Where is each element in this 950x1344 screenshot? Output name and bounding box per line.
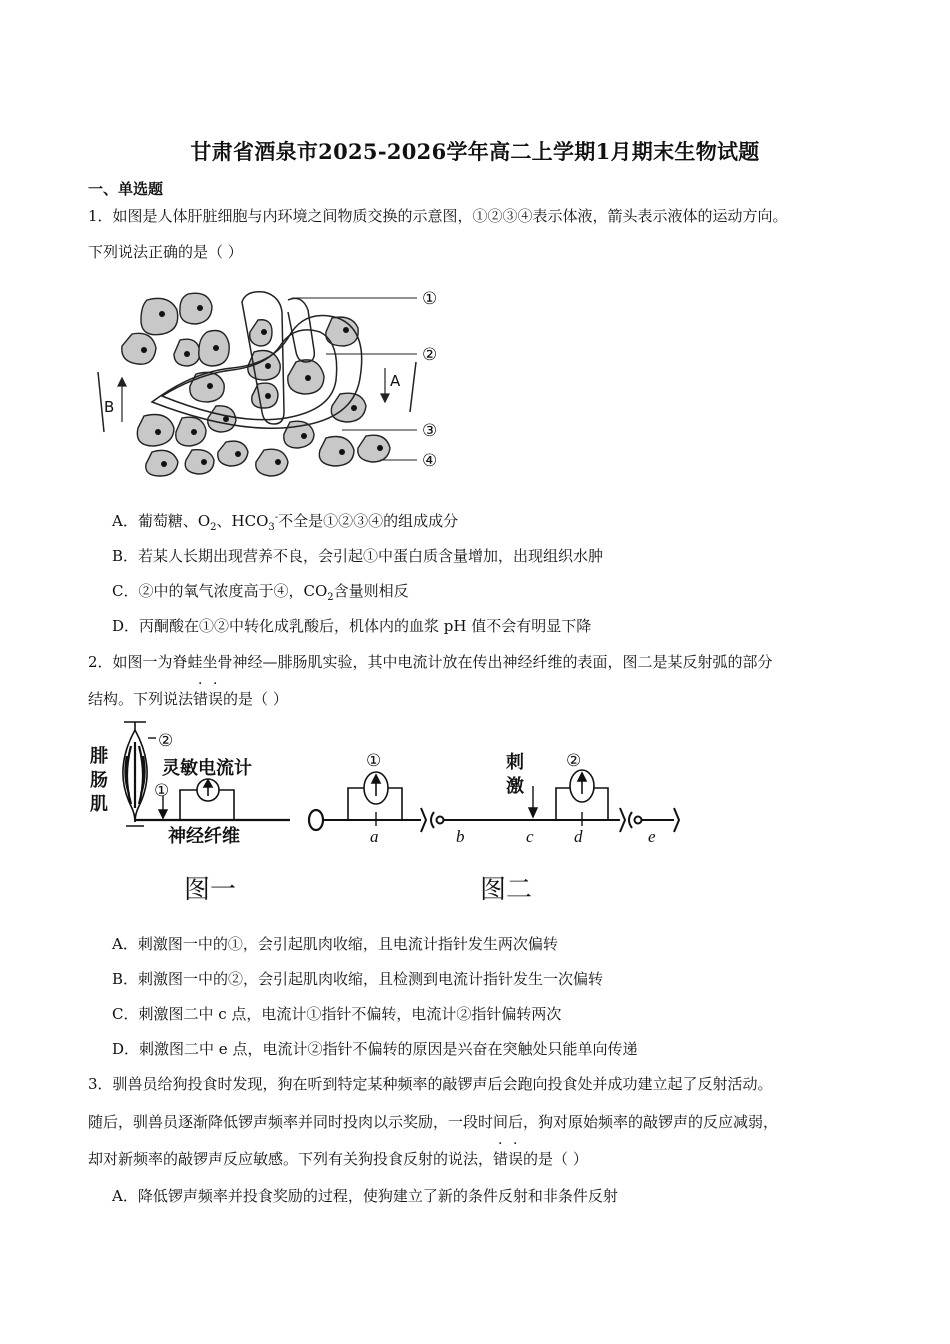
fig2-point-d: d (574, 827, 583, 846)
q1-liver-cell-diagram (92, 282, 452, 482)
tissue-cell (331, 393, 366, 422)
q3-option-a: A．降低锣声频率并投食奖励的过程，使狗建立了新的条件反射和非条件反射 (112, 1187, 618, 1205)
label-4: ④ (422, 451, 438, 471)
q1-option-a: A．葡萄糖、$O_2$、$HCO_3^-$不全是①②③④的组成成分 (112, 512, 459, 533)
fig2-point-c: c (526, 827, 534, 846)
label-3: ③ (422, 421, 438, 441)
tissue-cell (218, 441, 248, 466)
label-B: B (104, 398, 115, 416)
fig1-caption: 图一 (184, 875, 237, 905)
fig2-meter-1 (348, 772, 402, 820)
q2-option-a: A．刺激图一中的①，会引起肌肉收缩，且电流计指针发生两次偏转 (112, 935, 558, 953)
tissue-cell (141, 298, 178, 334)
label-A: A (390, 372, 401, 390)
fig1-muscle (123, 722, 147, 826)
fig1-mark-2: ② (158, 731, 174, 751)
fig1-meter-label: 灵敏电流计 (162, 758, 252, 779)
q1-option-b: B．若某人长期出现营养不良，会引起①中蛋白质含量增加，出现组织水肿 (112, 547, 604, 565)
fig2-meter-1-label: ① (366, 751, 382, 771)
q1-stem-line2: 下列说法正确的是（ ） (88, 243, 243, 261)
q2-stem-line2: 结构。下列说法错误的是（ ） (88, 690, 288, 708)
fig1-muscle-char-1: 腓 (90, 746, 108, 767)
q2-stem-line1: 2．如图一为脊蛙坐骨神经—腓肠肌实验，其中电流计放在传出神经纤维的表面，图二是某反射弧的部分 (88, 653, 773, 671)
tissue-cell (176, 417, 206, 446)
tissue-cell (122, 333, 156, 364)
tissue-cell (256, 449, 288, 476)
tissue-cell (319, 437, 354, 467)
fig2-stim-char-2: 激 (506, 776, 524, 797)
q1-option-c: C．②中的氧气浓度高于④，$CO_2$含量则相反 (112, 582, 409, 603)
q2-option-d: D．刺激图二中 e 点，电流计②指针不偏转的原因是兴奋在突触处只能单向传递 (112, 1040, 638, 1058)
tissue-cell (180, 293, 212, 324)
fig2-point-a: a (370, 827, 379, 846)
label-2: ② (422, 345, 438, 365)
fig1-meter (180, 779, 234, 820)
tissue-cell (250, 320, 272, 346)
fig1-muscle-char-2: 肠 (90, 770, 108, 791)
page-title: 甘肃省酒泉市2025-2026学年高二上学期1月期末生物试题 (190, 139, 760, 164)
fig1-muscle-char-3: 肌 (90, 794, 108, 815)
fig1-nerve-label: 神经纤维 (168, 826, 240, 847)
fig2-meter-2-label: ② (566, 751, 582, 771)
fig2-stim-char-1: 刺 (506, 752, 524, 773)
section-heading: 一、单选题 (88, 180, 164, 198)
tissue-cell (208, 406, 236, 432)
fig1-mark-1: ① (154, 781, 170, 801)
tissue-cell (358, 435, 390, 462)
q1-option-d: D．丙酮酸在①②中转化成乳酸后，机体内的血浆 pH 值不会有明显下降 (112, 617, 592, 635)
q2-option-c: C．刺激图二中 c 点，电流计①指针不偏转，电流计②指针偏转两次 (112, 1005, 562, 1023)
tissue-cell (252, 383, 278, 408)
q3-stem-line3: 却对新频率的敲锣声反应敏感。下列有关狗投食反射的说法，错误的是（ ） (88, 1150, 588, 1168)
q1-stem-line1: 1．如图是人体肝脏细胞与内环境之间物质交换的示意图，①②③④表示体液，箭头表示液体的运动方向。 (88, 207, 788, 225)
label-1: ① (422, 289, 438, 309)
q3-stem-line2: 随后，驯兽员逐渐降低锣声频率并同时投肉以示奖励，一段时间后，狗对原始频率的敲锣声的反应减弱， (88, 1113, 779, 1131)
tissue-cell (284, 421, 314, 448)
fig2-point-e: e (648, 827, 656, 846)
tissue-cell (185, 450, 214, 474)
q3-stem-line1: 3．驯兽员给狗投食时发现，狗在听到特定某种频率的敲锣声后会跑向投食处并成功建立起了反射活动。 (88, 1075, 773, 1093)
q2-option-b: B．刺激图一中的②，会引起肌肉收缩，且检测到电流计指针发生一次偏转 (112, 970, 604, 988)
fig2-point-b: b (456, 827, 465, 846)
fig2-caption: 图二 (480, 875, 533, 905)
q2-nerve-diagrams (86, 716, 696, 916)
